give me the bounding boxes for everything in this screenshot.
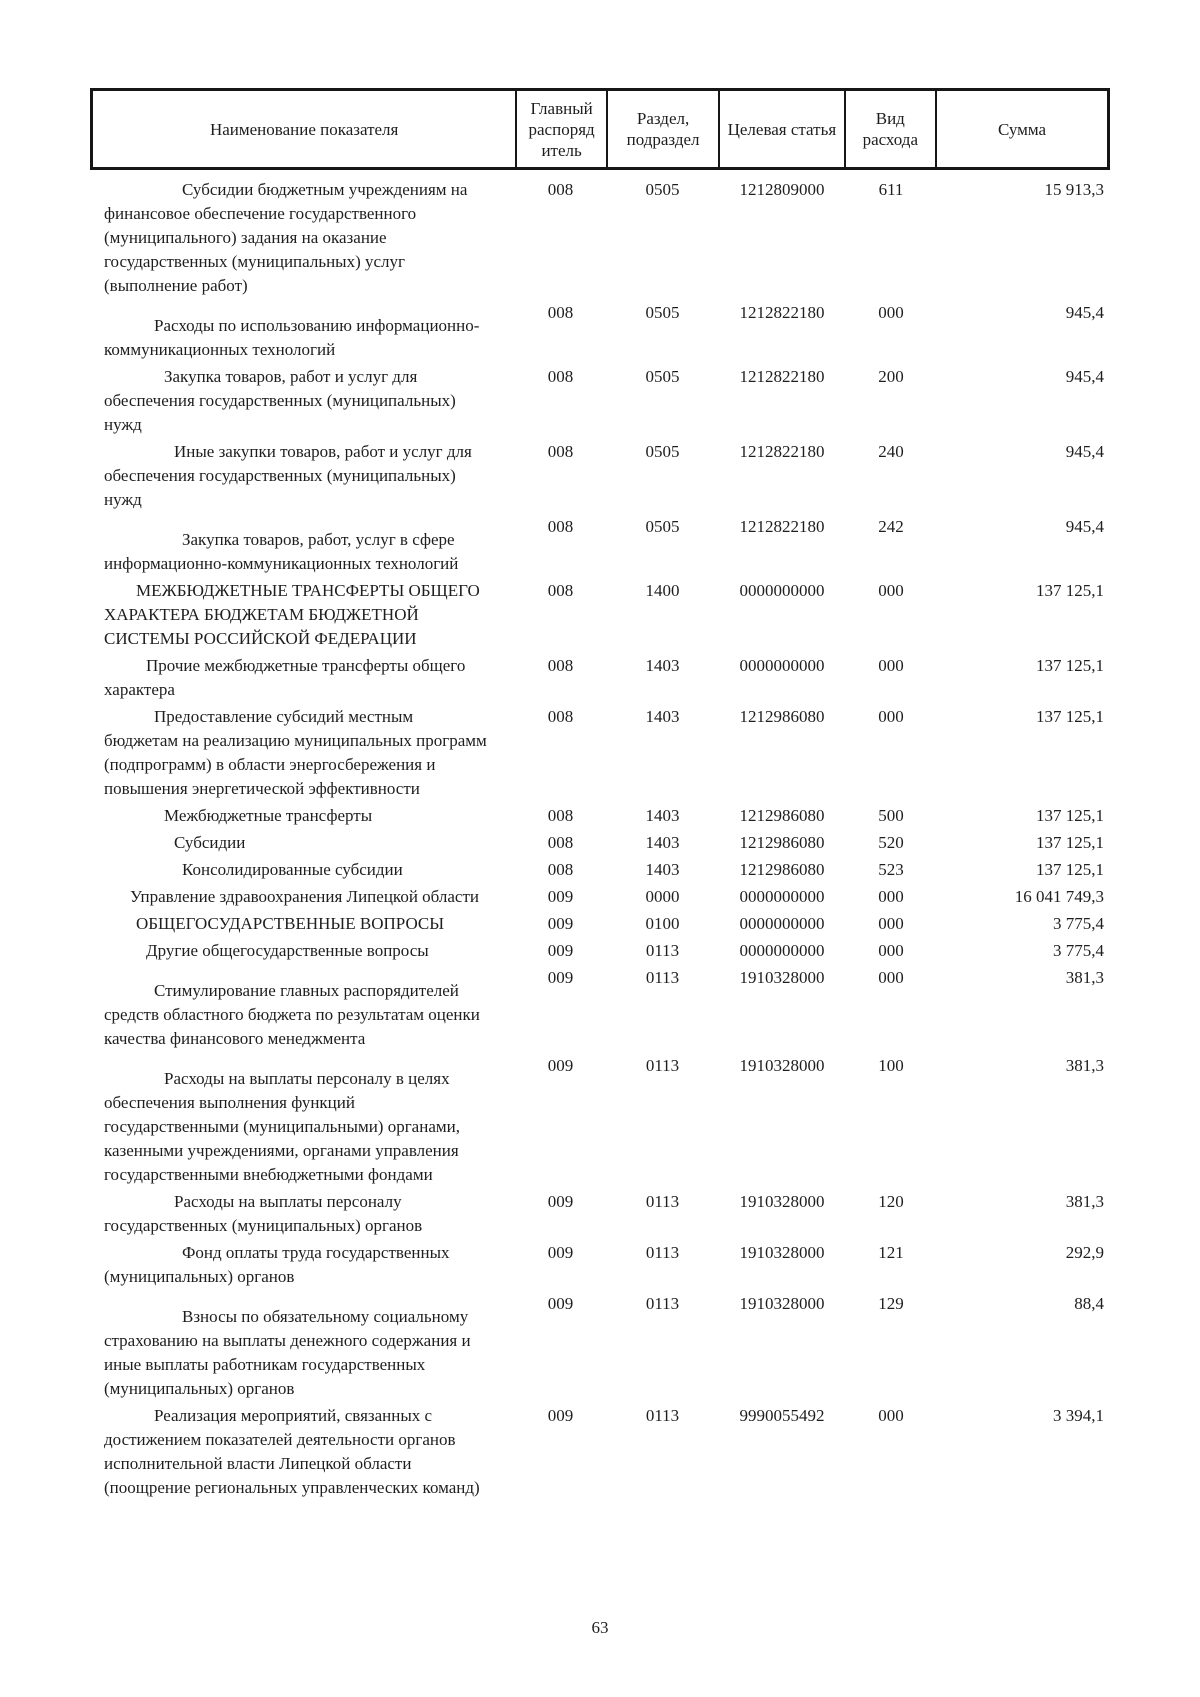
row-razdel-cell: 0113 (645, 1243, 680, 1262)
row-name-cell (90, 178, 515, 298)
column-header-target: Целевая статья (718, 91, 843, 167)
row-grbs-cell: 008 (547, 303, 574, 322)
row-vid-cell: 121 (878, 1243, 904, 1262)
row-name-text: Другие общегосударственные вопросы (146, 941, 429, 960)
row-summa-cell: 137 125,1 (1036, 656, 1104, 675)
row-name-text: Консолидированные субсидии (182, 860, 403, 879)
row-razdel-cell: 1403 (645, 806, 680, 825)
row-name-text: Расходы на выплаты персоналу в целях обеспечения выполнения функций государственными (муниципальными) органами, казенными учреждениями, органами управления государственными внебюджетными фондами (104, 1069, 460, 1184)
row-target-cell: 1212822180 (739, 367, 825, 386)
row-vid-cell: 000 (878, 914, 904, 933)
table-row (90, 1404, 1110, 1500)
row-name-cell (90, 301, 515, 362)
row-grbs-cell: 008 (547, 860, 574, 879)
row-vid-cell: 000 (878, 941, 904, 960)
row-grbs-cell: 009 (547, 887, 574, 906)
row-grbs-cell: 008 (547, 517, 574, 536)
table-row (90, 966, 1110, 1051)
row-razdel-cell: 0505 (645, 303, 680, 322)
row-grbs-cell: 008 (547, 367, 574, 386)
row-name-cell (90, 804, 515, 828)
row-name-text: Закупка товаров, работ, услуг в сфере информационно-коммуникационных технологий (104, 530, 459, 573)
column-header-grbs: Главный распорядитель (515, 91, 606, 167)
row-name-cell (90, 1054, 515, 1187)
row-name-cell (90, 1292, 515, 1401)
row-target-cell: 0000000000 (739, 941, 825, 960)
row-grbs-cell: 009 (547, 914, 574, 933)
row-grbs-cell: 009 (547, 941, 574, 960)
row-grbs-cell: 009 (547, 968, 574, 987)
row-razdel-cell: 0100 (645, 914, 680, 933)
row-summa-cell: 381,3 (1065, 1056, 1104, 1075)
row-summa-cell: 16 041 749,3 (1014, 887, 1104, 906)
row-target-cell: 0000000000 (739, 887, 825, 906)
row-summa-cell: 137 125,1 (1036, 581, 1104, 600)
row-name-text: Взносы по обязательному социальному страхованию на выплаты денежного содержания и иные выплаты работникам государственных (муниципальных) органов (104, 1307, 471, 1398)
row-name-cell (90, 858, 515, 882)
row-vid-cell: 000 (878, 656, 904, 675)
table-row (90, 885, 1110, 909)
row-name-text: Стимулирование главных распорядителей средств областного бюджета по результатам оценки качества финансового менеджмента (104, 981, 480, 1048)
row-name-cell (90, 654, 515, 702)
row-target-cell: 1212822180 (739, 442, 825, 461)
row-vid-cell: 611 (878, 180, 904, 199)
table-row (90, 804, 1110, 828)
table-row (90, 515, 1110, 576)
row-target-cell: 0000000000 (739, 914, 825, 933)
row-razdel-cell: 0113 (645, 1294, 680, 1313)
row-name-text: Расходы на выплаты персоналу государственных (муниципальных) органов (104, 1192, 423, 1235)
column-header-summa: Сумма (935, 91, 1107, 167)
row-name-text: Фонд оплаты труда государственных (муниципальных) органов (104, 1243, 450, 1286)
row-grbs-cell: 008 (547, 581, 574, 600)
row-grbs-cell: 008 (547, 707, 574, 726)
row-vid-cell: 129 (878, 1294, 904, 1313)
table-row (90, 831, 1110, 855)
row-vid-cell: 000 (878, 1406, 904, 1425)
row-target-cell: 1212822180 (739, 517, 825, 536)
row-razdel-cell: 0505 (645, 517, 680, 536)
row-vid-cell: 000 (878, 581, 904, 600)
row-name-text: Расходы по использованию информационно-коммуникационных технологий (104, 316, 480, 359)
row-razdel-cell: 0113 (645, 1192, 680, 1211)
row-razdel-cell: 1403 (645, 860, 680, 879)
row-razdel-cell: 1403 (645, 707, 680, 726)
row-grbs-cell: 009 (547, 1294, 574, 1313)
row-target-cell: 1212822180 (739, 303, 825, 322)
row-summa-cell: 3 394,1 (1053, 1406, 1104, 1425)
row-name-text: ОБЩЕГОСУДАРСТВЕННЫЕ ВОПРОСЫ (136, 914, 445, 933)
row-target-cell: 1212986080 (739, 806, 825, 825)
row-summa-cell: 3 775,4 (1053, 941, 1104, 960)
row-vid-cell: 500 (878, 806, 904, 825)
row-summa-cell: 137 125,1 (1036, 707, 1104, 726)
row-name-text: Закупка товаров, работ и услуг для обеспечения государственных (муниципальных) нужд (104, 367, 456, 434)
row-razdel-cell: 1400 (645, 581, 680, 600)
row-summa-cell: 945,4 (1065, 517, 1104, 536)
row-grbs-cell: 008 (547, 656, 574, 675)
row-target-cell: 1212809000 (739, 180, 825, 199)
row-summa-cell: 137 125,1 (1036, 806, 1104, 825)
row-grbs-cell: 008 (547, 833, 574, 852)
table-row (90, 1292, 1110, 1401)
row-grbs-cell: 009 (547, 1243, 574, 1262)
row-name-cell (90, 966, 515, 1051)
row-vid-cell: 523 (878, 860, 904, 879)
row-name-cell (90, 912, 515, 936)
row-name-text: Прочие межбюджетные трансферты общего характера (104, 656, 466, 699)
row-name-cell (90, 885, 515, 909)
row-grbs-cell: 008 (547, 806, 574, 825)
row-name-text: Предоставление субсидий местным бюджетам на реализацию муниципальных программ (подпрограмм) в области энергосбережения и повышения энергетической эффективности (104, 707, 487, 798)
table-row (90, 1054, 1110, 1187)
row-summa-cell: 381,3 (1065, 1192, 1104, 1211)
row-summa-cell: 88,4 (1074, 1294, 1104, 1313)
row-name-text: Субсидии бюджетным учреждениям на финансовое обеспечение государственного (муниципального) задания на оказание государственных (муниципальных) услуг (выполнение работ) (104, 180, 468, 295)
row-vid-cell: 100 (878, 1056, 904, 1075)
table-row (90, 705, 1110, 801)
row-target-cell: 1910328000 (739, 1192, 825, 1211)
row-target-cell: 1910328000 (739, 968, 825, 987)
row-name-cell (90, 515, 515, 576)
row-summa-cell: 945,4 (1065, 442, 1104, 461)
table-row (90, 178, 1110, 298)
row-target-cell: 1910328000 (739, 1294, 825, 1313)
column-header-razdel: Раздел, подраздел (606, 91, 718, 167)
table-body (90, 170, 1110, 1500)
row-summa-cell: 381,3 (1065, 968, 1104, 987)
row-razdel-cell: 1403 (645, 656, 680, 675)
row-razdel-cell: 0113 (645, 1056, 680, 1075)
table-row (90, 365, 1110, 437)
column-header-vid: Вид расхода (844, 91, 936, 167)
row-summa-cell: 945,4 (1065, 303, 1104, 322)
row-name-cell (90, 440, 515, 512)
row-target-cell: 0000000000 (739, 581, 825, 600)
row-razdel-cell: 0505 (645, 180, 680, 199)
row-vid-cell: 000 (878, 303, 904, 322)
row-vid-cell: 242 (878, 517, 904, 536)
row-summa-cell: 292,9 (1065, 1243, 1104, 1262)
row-vid-cell: 000 (878, 707, 904, 726)
row-grbs-cell: 008 (547, 180, 574, 199)
row-razdel-cell: 0505 (645, 367, 680, 386)
row-summa-cell: 945,4 (1065, 367, 1104, 386)
table-row (90, 654, 1110, 702)
row-vid-cell: 120 (878, 1192, 904, 1211)
row-name-cell (90, 831, 515, 855)
row-summa-cell: 15 913,3 (1044, 180, 1104, 199)
row-summa-cell: 137 125,1 (1036, 833, 1104, 852)
row-vid-cell: 000 (878, 887, 904, 906)
budget-table (90, 88, 1110, 1503)
row-target-cell: 9990055492 (739, 1406, 825, 1425)
column-header-name: Наименование показателя (209, 119, 399, 139)
table-row (90, 912, 1110, 936)
row-name-cell (90, 705, 515, 801)
row-target-cell: 1212986080 (739, 833, 825, 852)
table-row (90, 858, 1110, 882)
table-row (90, 440, 1110, 512)
row-summa-cell: 3 775,4 (1053, 914, 1104, 933)
row-grbs-cell: 009 (547, 1192, 574, 1211)
row-name-cell (90, 1404, 515, 1500)
row-vid-cell: 240 (878, 442, 904, 461)
row-razdel-cell: 0113 (645, 968, 680, 987)
page-number: 63 (591, 1618, 609, 1637)
table-row (90, 301, 1110, 362)
table-row (90, 939, 1110, 963)
row-name-cell (90, 1241, 515, 1289)
row-name-text: Межбюджетные трансферты (164, 806, 373, 825)
row-name-cell (90, 579, 515, 651)
table-row (90, 1190, 1110, 1238)
row-name-text: МЕЖБЮДЖЕТНЫЕ ТРАНСФЕРТЫ ОБЩЕГО ХАРАКТЕРА БЮДЖЕТАМ БЮДЖЕТНОЙ СИСТЕМЫ РОССИЙСКОЙ ФЕДЕРАЦИИ (104, 581, 480, 648)
row-grbs-cell: 008 (547, 442, 574, 461)
row-razdel-cell: 0000 (645, 887, 680, 906)
row-grbs-cell: 009 (547, 1406, 574, 1425)
row-summa-cell: 137 125,1 (1036, 860, 1104, 879)
row-razdel-cell: 1403 (645, 833, 680, 852)
table-row (90, 1241, 1110, 1289)
row-vid-cell: 000 (878, 968, 904, 987)
row-target-cell: 1910328000 (739, 1243, 825, 1262)
row-target-cell: 1212986080 (739, 860, 825, 879)
row-target-cell: 1212986080 (739, 707, 825, 726)
row-target-cell: 1910328000 (739, 1056, 825, 1075)
table-row (90, 579, 1110, 651)
row-name-text: Субсидии (174, 833, 246, 852)
row-name-cell (90, 1190, 515, 1238)
row-razdel-cell: 0113 (645, 1406, 680, 1425)
row-vid-cell: 520 (878, 833, 904, 852)
row-name-text: Реализация мероприятий, связанных с достижением показателей деятельности органов исполнительной власти Липецкой области (поощрение региональных управленческих команд) (104, 1406, 480, 1497)
row-name-text: Управление здравоохранения Липецкой области (130, 887, 479, 906)
row-target-cell: 0000000000 (739, 656, 825, 675)
row-name-cell (90, 939, 515, 963)
row-razdel-cell: 0505 (645, 442, 680, 461)
row-name-text: Иные закупки товаров, работ и услуг для обеспечения государственных (муниципальных) нужд (104, 442, 472, 509)
table-header-row (90, 88, 1110, 170)
row-grbs-cell: 009 (547, 1056, 574, 1075)
row-vid-cell: 200 (878, 367, 904, 386)
row-name-cell (90, 365, 515, 437)
row-razdel-cell: 0113 (645, 941, 680, 960)
